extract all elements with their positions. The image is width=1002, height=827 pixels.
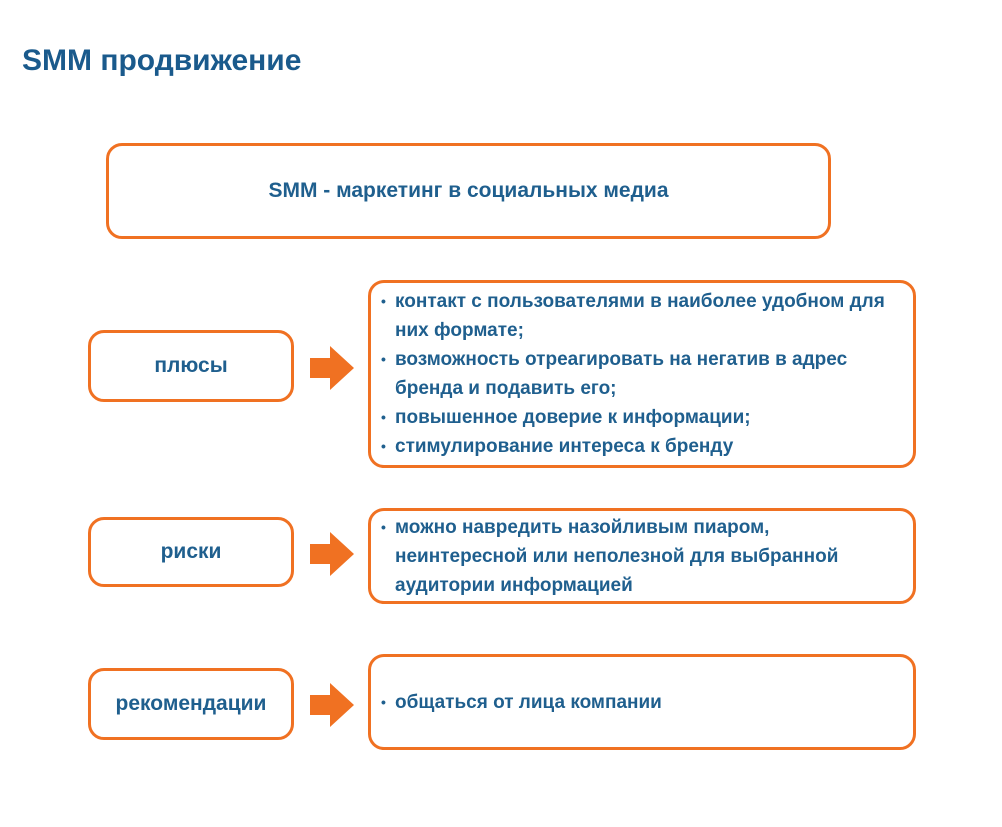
- arrow-right-icon: [310, 683, 354, 727]
- arrow-right-icon: [310, 346, 354, 390]
- list-item: • возможность отреагировать на негатив в адрес бренда и подавить его;: [381, 345, 899, 403]
- label-risks: риски: [160, 540, 222, 563]
- list-box-pros: [368, 280, 916, 468]
- list-item: • контакт с пользователями в наиболее удобном для них формате;: [381, 287, 899, 345]
- risks-list: [381, 513, 899, 600]
- arrow-right-icon: [310, 532, 354, 576]
- label-box-recommendations: [88, 668, 294, 740]
- list-item: • стимулирование интереса к бренду: [381, 432, 899, 461]
- label-pros: плюсы: [154, 354, 228, 377]
- label-box-pros: [88, 330, 294, 402]
- list-box-risks: [368, 508, 916, 604]
- list-item: • можно навредить назойливым пиаром, неинтересной или неполезной для выбранной аудитории информацией: [381, 513, 899, 600]
- page-title: SMM продвижение: [22, 44, 302, 77]
- list-box-recommendations: [368, 654, 916, 750]
- pros-list: [381, 287, 899, 461]
- recommendations-list: [381, 688, 899, 717]
- definition-text: SMM - маркетинг в социальных медиа: [268, 179, 669, 202]
- list-item: • общаться от лица компании: [381, 688, 899, 717]
- label-box-risks: [88, 517, 294, 587]
- list-item: • повышенное доверие к информации;: [381, 403, 899, 432]
- label-recommendations: рекомендации: [115, 692, 267, 715]
- definition-box: [106, 143, 831, 239]
